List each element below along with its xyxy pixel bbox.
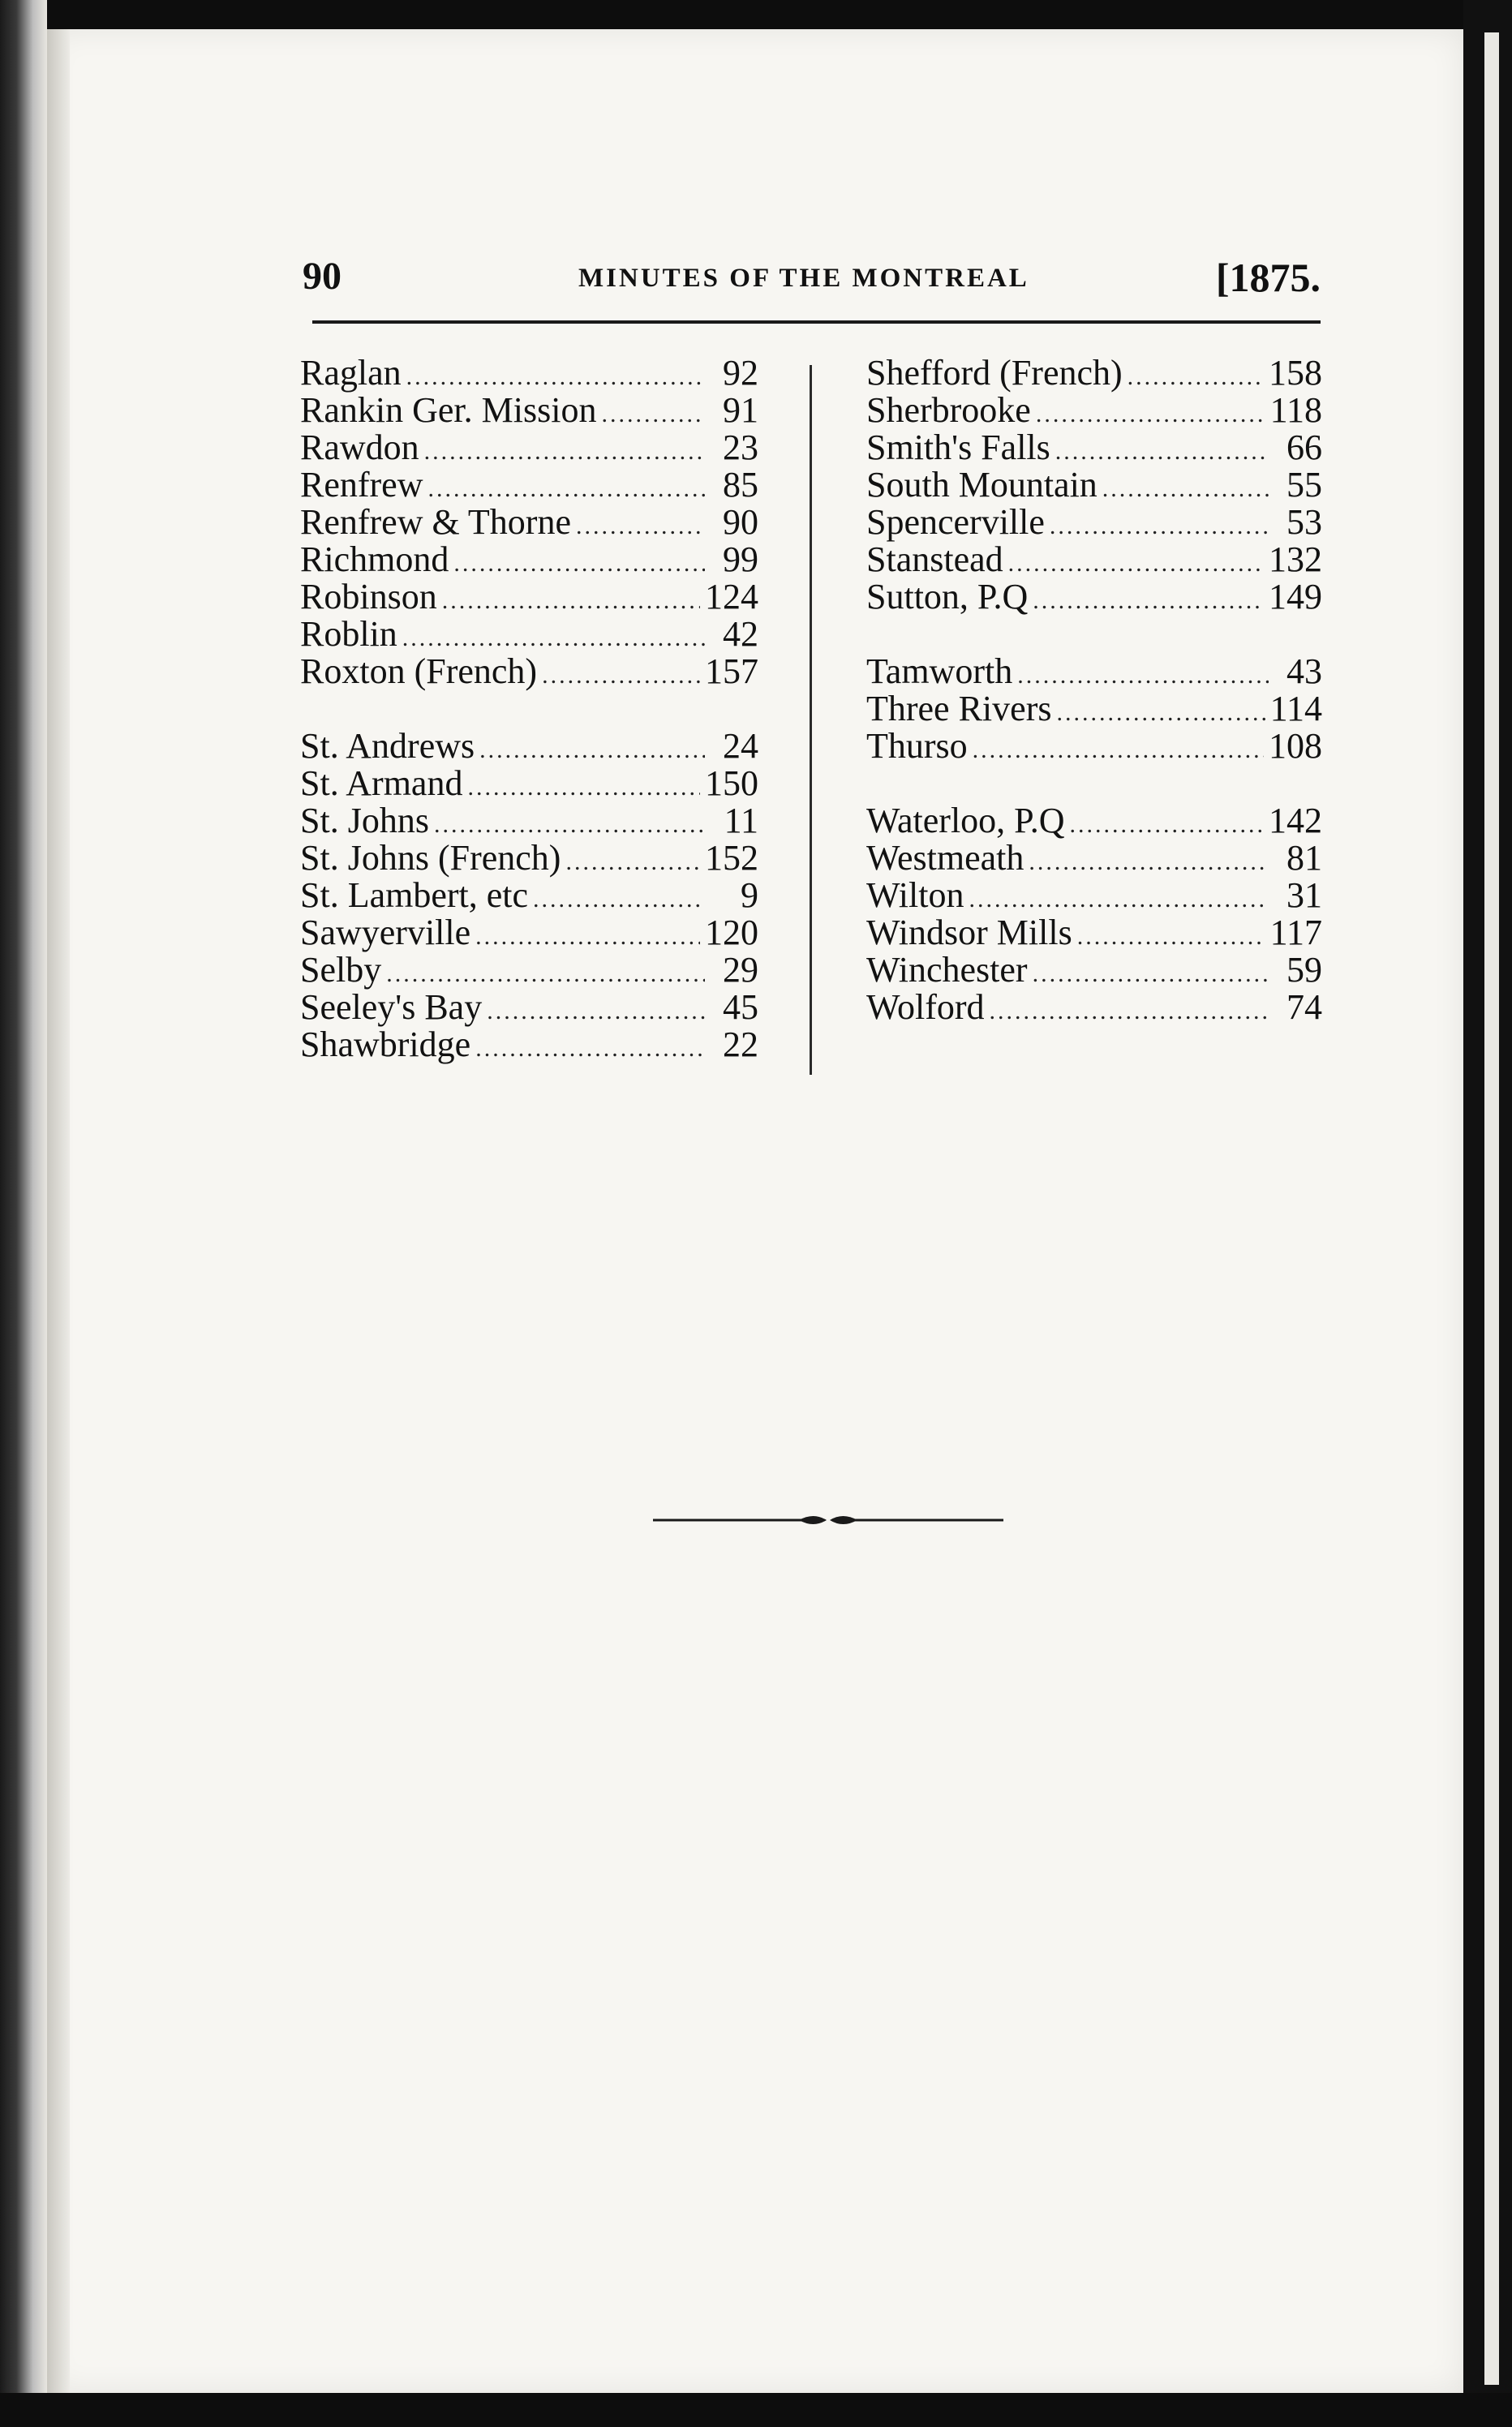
entry-name: Wolford [866,987,985,1027]
index-entry [866,653,1322,690]
index-entry [866,354,1322,392]
entry-name: Renfrew & Thorne [300,502,571,542]
leader-dots [1056,694,1265,732]
entry-page: 149 [1269,577,1322,616]
leader-dots [453,545,705,582]
entry-name: Rawdon [300,427,419,467]
index-entry [866,541,1322,578]
entry-page: 55 [1286,465,1322,505]
index-entry [300,392,758,429]
entry-page: 42 [723,614,758,654]
index-entry [866,504,1322,541]
entry-name: Spencerville [866,502,1045,542]
entry-name: Smith's Falls [866,427,1050,467]
entry-page: 142 [1269,801,1322,840]
entry-page: 85 [723,465,758,505]
entry-name: Shawbridge [300,1024,471,1064]
index-entry [300,429,758,466]
leader-dots [442,582,700,620]
index-entry [300,877,758,914]
scan-border-bottom [0,2393,1512,2427]
index-entry [300,578,758,616]
entry-name: Roblin [300,614,397,654]
entry-name: Thurso [866,726,968,766]
entry-name: Selby [300,950,382,990]
column-divider [810,365,812,1075]
leader-dots [1050,508,1269,545]
entry-page: 152 [705,838,758,878]
entry-name: Roxton (French) [300,651,538,691]
entry-name: Stanstead [866,539,1003,579]
entry-name: Wilton [866,875,964,915]
index-entry [300,951,758,989]
index-entry [866,840,1322,877]
entry-page: 118 [1269,390,1322,430]
leader-dots [475,1030,705,1067]
entry-name: Sutton, P.Q [866,577,1029,616]
end-ornament-icon [653,1510,1003,1530]
index-entry [300,466,758,504]
scan-border-top [0,0,1512,31]
entry-name: Windsor Mills [866,913,1072,952]
index-entry [300,765,758,802]
entry-name: Sherbrooke [866,390,1031,430]
index-entry [866,989,1322,1026]
entry-name: Raglan [300,353,402,393]
index-entry [866,914,1322,951]
book-spine-edge [0,0,47,2427]
index-entry [300,989,758,1026]
entry-name: Winchester [866,950,1028,990]
entry-page: 108 [1269,726,1322,766]
page-gutter-shadow [47,29,70,2393]
leader-dots [1017,657,1269,694]
leader-dots [475,918,700,956]
entry-name: St. Johns (French) [300,838,561,878]
next-page-edge [1484,32,1499,2385]
leader-dots [1008,545,1264,582]
page-number: 90 [303,255,341,298]
index-entry [866,951,1322,989]
leader-dots [487,993,705,1030]
index-entry [866,578,1322,616]
entry-page: 132 [1269,539,1322,579]
entry-name: Three Rivers [866,689,1052,728]
entry-page: 99 [723,539,758,579]
index-entry [866,466,1322,504]
leader-dots [1102,470,1269,508]
entry-page: 45 [723,987,758,1027]
index-entry [300,840,758,877]
leader-dots [1029,844,1269,881]
leader-dots [1128,359,1264,396]
entry-name: St. Andrews [300,726,475,766]
entry-page: 53 [1286,502,1322,542]
entry-page: 92 [723,353,758,393]
index-entry [300,616,758,653]
leader-dots [542,657,700,694]
leader-dots [973,732,1264,769]
leader-dots [565,844,700,881]
entry-page: 66 [1286,427,1322,467]
entry-page: 9 [741,875,758,915]
leader-dots [1036,396,1265,433]
leader-dots [1033,956,1269,993]
leader-dots [467,769,700,806]
entry-page: 114 [1269,689,1322,728]
index-entry [300,914,758,951]
index-entry [300,504,758,541]
leader-dots [1070,806,1264,844]
entry-page: 43 [1286,651,1322,691]
entry-page: 117 [1269,913,1322,952]
leader-dots [990,993,1269,1030]
entry-page: 29 [723,950,758,990]
index-entry [866,877,1322,914]
index-entry [300,1026,758,1063]
index-entry [300,653,758,690]
header-rule [312,320,1321,324]
running-title: MINUTES OF THE MONTREAL [578,264,1029,293]
entry-name: Seeley's Bay [300,987,483,1027]
entry-name: Renfrew [300,465,423,505]
entry-name: South Mountain [866,465,1097,505]
index-entry [866,802,1322,840]
leader-dots [479,732,705,769]
entry-page: 24 [723,726,758,766]
entry-name: St. Johns [300,801,429,840]
entry-name: Westmeath [866,838,1024,878]
entry-page: 81 [1286,838,1322,878]
entry-page: 74 [1286,987,1322,1027]
entry-name: Shefford (French) [866,353,1123,393]
leader-dots [601,396,705,433]
index-entry [866,728,1322,765]
index-entry [300,354,758,392]
entry-page: 59 [1286,950,1322,990]
entry-page: 150 [705,763,758,803]
entry-page: 157 [705,651,758,691]
entry-page: 90 [723,502,758,542]
group-spacer [866,616,1322,653]
index-entry [866,429,1322,466]
leader-dots [1077,918,1265,956]
entry-page: 11 [724,801,758,840]
entry-name: Waterloo, P.Q [866,801,1065,840]
entry-page: 158 [1269,353,1322,393]
leader-dots [576,508,705,545]
year-label: [1875. [1215,255,1321,300]
entry-name: St. Lambert, etc [300,875,529,915]
leader-dots [1033,582,1264,620]
group-spacer [866,765,1322,802]
page-header [303,247,1321,304]
leader-dots [424,433,705,470]
index-entry [300,541,758,578]
entry-page: 23 [723,427,758,467]
leader-dots [533,881,705,918]
entry-page: 31 [1286,875,1322,915]
index-entry [300,802,758,840]
index-entry [866,690,1322,728]
entry-page: 120 [705,913,758,952]
index-entry [300,728,758,765]
entry-page: 91 [723,390,758,430]
entry-page: 22 [723,1024,758,1064]
entry-name: St. Armand [300,763,463,803]
entry-name: Sawyerville [300,913,471,952]
entry-name: Richmond [300,539,449,579]
index-column-right [866,354,1322,1026]
entry-name: Rankin Ger. Mission [300,390,597,430]
index-column-left [300,354,758,1063]
entry-page: 124 [705,577,758,616]
entry-name: Tamworth [866,651,1013,691]
entry-name: Robinson [300,577,437,616]
group-spacer [300,690,758,728]
index-entry [866,392,1322,429]
